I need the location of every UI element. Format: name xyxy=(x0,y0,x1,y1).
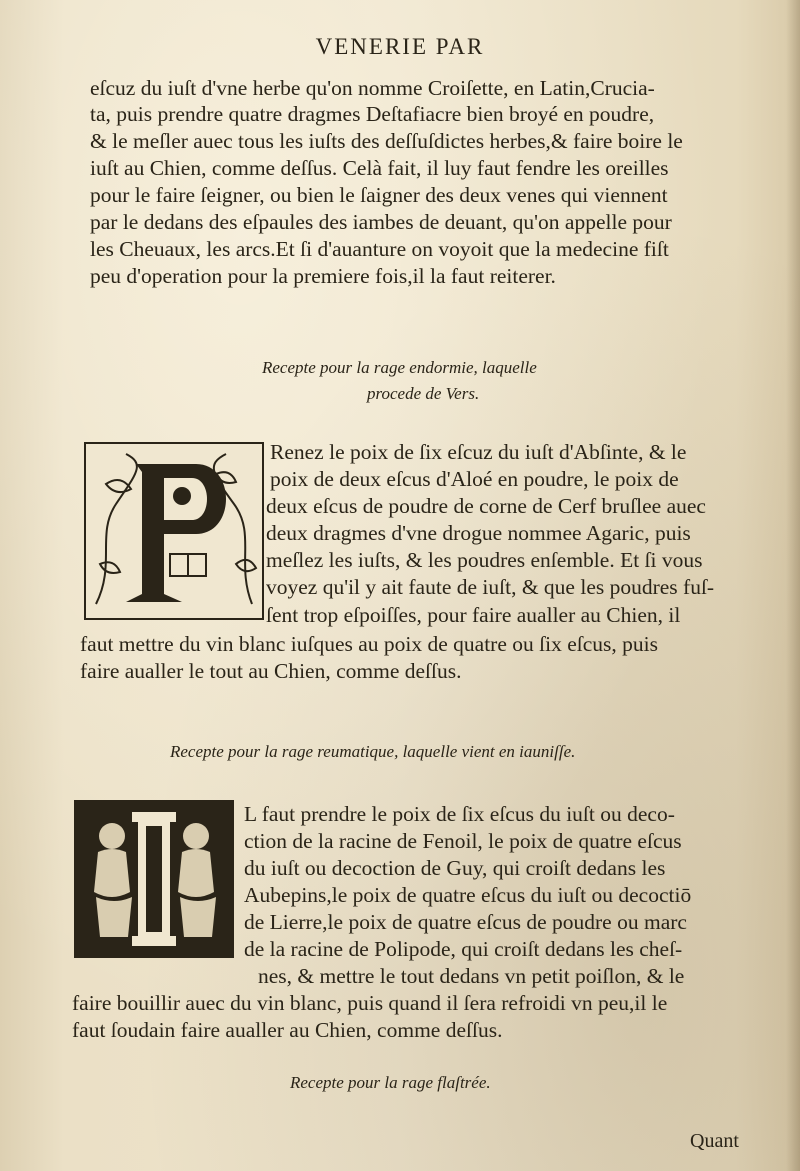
text-line: voyez qu'il y ait faute de iuſt, & que les poudres fuſ- xyxy=(266,575,715,599)
text-line: de la racine de Polipode, qui croiſt dedans les cheſ- xyxy=(244,937,683,961)
text-line: de Lierre,le poix de quatre eſcus de poudre ou marc xyxy=(244,910,687,934)
rubric-heading: Recepte pour la rage endormie, laquelle xyxy=(262,358,537,377)
text-line: Renez le poix de ſix eſcuz du iuſt d'Abſinte, & le xyxy=(270,440,687,464)
text-line: deux eſcus de poudre de corne de Cerf bruſlee auec xyxy=(266,494,706,518)
text-line: les Cheuaux, les arcs.Et ſi d'auanture on voyoit que la medecine fiſt xyxy=(90,237,669,261)
text-line: faut mettre du vin blanc iuſques au poix de quatre ou ſix eſcus, puis xyxy=(80,632,658,656)
dropcap-i-ornament xyxy=(74,800,234,958)
text-line: peu d'operation pour la premiere fois,il la faut reiterer. xyxy=(90,264,556,288)
catchword: Quant xyxy=(690,1130,739,1152)
text-line: iuſt au Chien, comme deſſus. Celà fait, il luy faut fendre les oreilles xyxy=(90,156,669,180)
text-line: du iuſt ou decoction de Guy, qui croiſt dedans les xyxy=(244,856,666,880)
text-line: faire aualler le tout au Chien, comme deſſus. xyxy=(80,659,462,683)
text-line: poix de deux eſcus d'Aloé en poudre, le poix de xyxy=(270,467,679,491)
running-header: VENERIE PAR xyxy=(315,34,485,59)
rubric-heading: procede de Vers. xyxy=(367,384,480,403)
page-gutter-shadow xyxy=(786,0,800,1171)
text-line: meſlez les iuſts, & les poudres enſemble. Et ſi vous xyxy=(266,548,703,572)
text-line: faut ſoudain faire aualler au Chien, comme deſſus. xyxy=(72,1018,503,1042)
text-line: ction de la racine de Fenoil, le poix de quatre eſcus xyxy=(244,829,682,853)
text-line: Aubepins,le poix de quatre eſcus du iuſt ou decoctiō xyxy=(244,883,692,907)
text-line: deux dragmes d'vne drogue nommee Agaric, puis xyxy=(266,521,691,545)
text-line: par le dedans des eſpaules des iambes de deuant, qu'on appelle pour xyxy=(90,210,672,234)
rubric-heading: Recepte pour la rage flaſtrée. xyxy=(290,1073,491,1092)
text-line: eſcuz du iuſt d'vne herbe qu'on nomme Croiſette, en Latin,Crucia- xyxy=(90,76,655,100)
text-line: L faut prendre le poix de ſix eſcus du iuſt ou deco- xyxy=(244,802,675,826)
text-line: & le meſler auec tous les iuſts des deſſuſdictes herbes,& faire boire le xyxy=(90,129,683,153)
text-line: ta, puis prendre quatre dragmes Deſtafiacre bien broyé en poudre, xyxy=(90,102,655,126)
text-line: pour le faire ſeigner, ou bien le ſaigner des deux venes qui viennent xyxy=(90,183,668,207)
text-line: nes, & mettre le tout dedans vn petit poiſlon, & le xyxy=(258,964,685,988)
text-line: ſent trop eſpoiſſes, pour faire aualler au Chien, il xyxy=(266,603,681,627)
dropcap-p-ornament xyxy=(84,442,264,620)
rubric-heading: Recepte pour la rage reumatique, laquelle vient en iauniſſe. xyxy=(170,742,576,761)
text-line: faire bouillir auec du vin blanc, puis quand il ſera refroidi vn peu,il le xyxy=(72,991,668,1015)
